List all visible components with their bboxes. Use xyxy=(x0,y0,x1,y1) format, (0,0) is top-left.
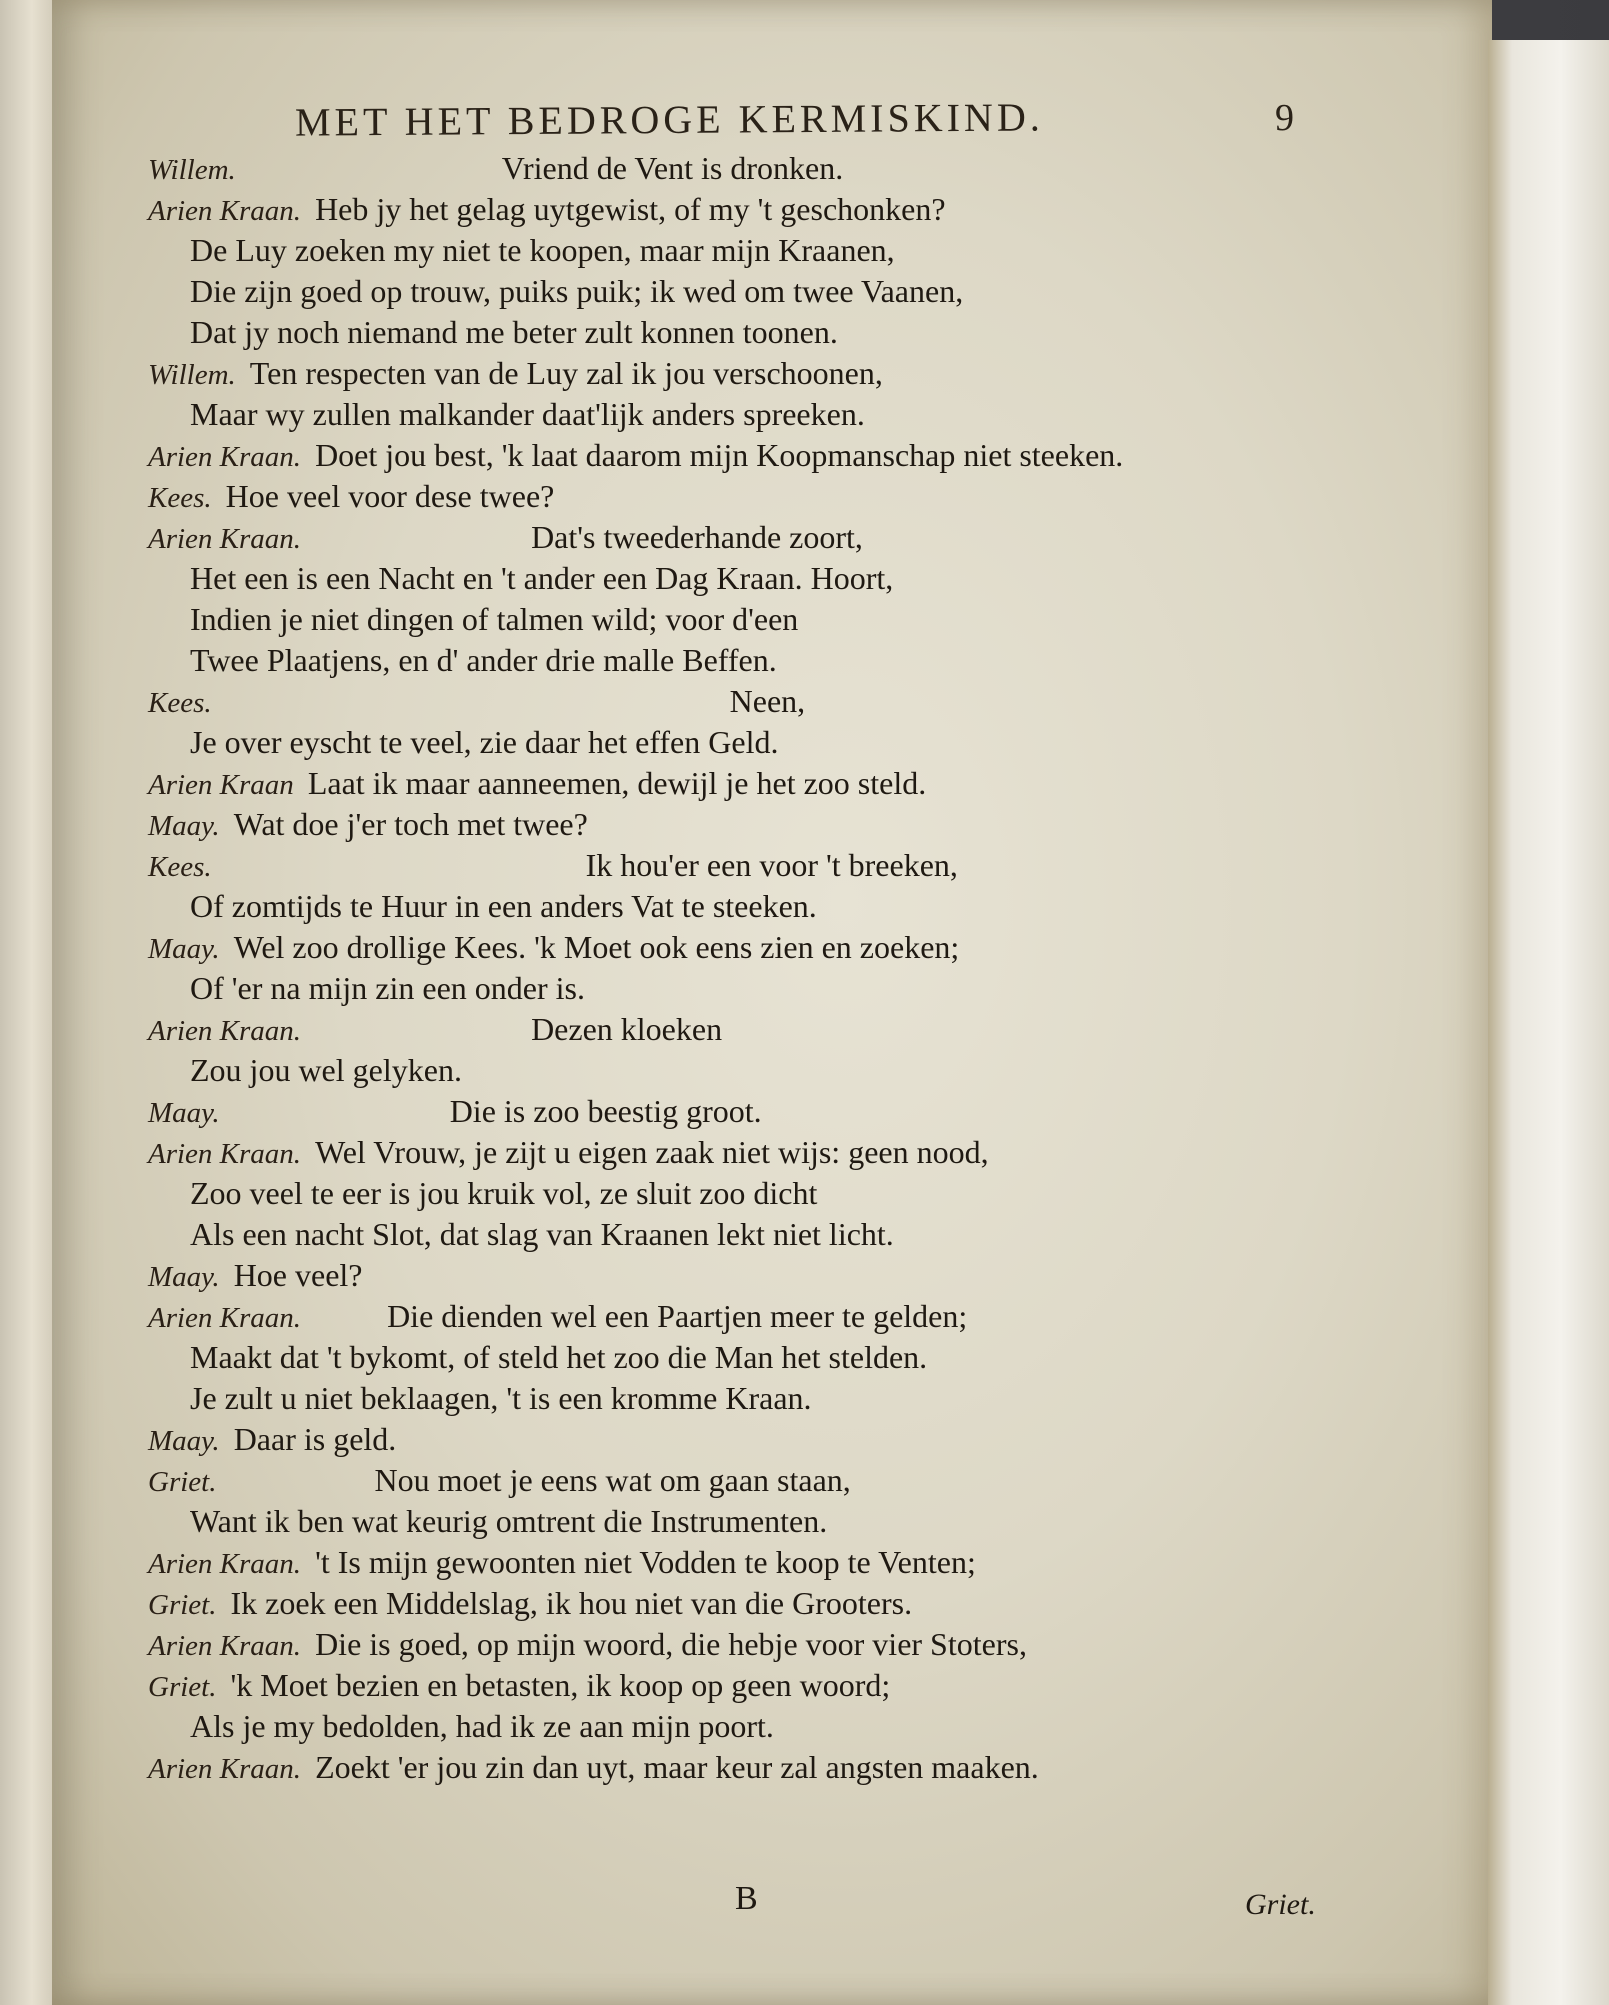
line-text: Dat's tweederhande zoort, xyxy=(531,519,863,555)
verse-line xyxy=(148,1091,1348,1132)
line-text: Hoe veel voor dese twee? xyxy=(225,478,555,514)
speaker-name: Arien Kraan. xyxy=(148,1302,302,1334)
verse-line xyxy=(148,599,1348,640)
speaker-name: Griet. xyxy=(148,1671,217,1703)
page-header xyxy=(295,96,1295,146)
line-text: Wel zoo drollige Kees. 'k Moet ook eens zien en zoeken; xyxy=(233,929,960,965)
verse-line xyxy=(148,476,1348,517)
verse-line xyxy=(148,968,1348,1009)
speaker-name: Willem. xyxy=(148,154,236,186)
running-head: MET HET BEDROGE KERMISKIND. xyxy=(294,94,1044,145)
verse-line xyxy=(148,1419,1348,1460)
verse-line xyxy=(148,1009,1348,1050)
line-text: Maar wy zullen malkander daat'lijk anders spreeken. xyxy=(190,396,865,432)
speaker-name: Griet. xyxy=(148,1466,217,1498)
line-text: Twee Plaatjens, en d' ander drie malle Beffen. xyxy=(190,642,777,678)
line-text: Doet jou best, 'k laat daarom mijn Koopmanschap niet steeken. xyxy=(315,437,1124,473)
line-text: Indien je niet dingen of talmen wild; voor d'een xyxy=(190,601,799,637)
verse-line xyxy=(148,640,1348,681)
verse-line xyxy=(148,1173,1348,1214)
verse-line xyxy=(148,558,1348,599)
line-text: Ten respecten van de Luy zal ik jou verschoonen, xyxy=(249,355,883,391)
line-text: Dezen kloeken xyxy=(531,1011,723,1047)
verse-line xyxy=(148,1296,1348,1337)
verse-line xyxy=(148,763,1348,804)
verse-line xyxy=(148,1542,1348,1583)
line-text: Laat ik maar aanneemen, dewijl je het zoo steld. xyxy=(307,765,927,801)
verse-line xyxy=(148,1214,1348,1255)
line-text: De Luy zoeken my niet te koopen, maar mijn Kraanen, xyxy=(190,232,895,268)
verse-line xyxy=(148,230,1348,271)
verse-line xyxy=(148,804,1348,845)
line-text: Zoekt 'er jou zin dan uyt, maar keur zal angsten maaken. xyxy=(315,1749,1039,1785)
verse-line xyxy=(148,271,1348,312)
speaker-name: Arien Kraan. xyxy=(148,1753,302,1785)
line-text: 'k Moet bezien en betasten, ik koop op geen woord; xyxy=(230,1667,891,1703)
speaker-name: Griet. xyxy=(148,1589,217,1621)
line-text: Zoo veel te eer is jou kruik vol, ze sluit zoo dicht xyxy=(190,1175,818,1211)
catchword: Griet. xyxy=(1245,1888,1316,1921)
speaker-name: Arien Kraan. xyxy=(148,195,302,227)
line-text: Ik zoek een Middelslag, ik hou niet van die Grooters. xyxy=(230,1585,913,1621)
speaker-name: Maay. xyxy=(148,933,220,965)
speaker-name: Maay. xyxy=(148,1097,220,1129)
speaker-name: Kees. xyxy=(148,482,212,514)
line-text: Dat jy noch niemand me beter zult konnen toonen. xyxy=(190,314,838,350)
line-text: Die is zoo beestig groot. xyxy=(449,1093,762,1129)
verse-line xyxy=(148,353,1348,394)
verse-line xyxy=(148,1747,1348,1788)
line-text: Die dienden wel een Paartjen meer te gelden; xyxy=(387,1298,968,1334)
verse-line xyxy=(148,312,1348,353)
verse-line xyxy=(148,722,1348,763)
line-text: Wel Vrouw, je zijt u eigen zaak niet wijs: geen nood, xyxy=(315,1134,989,1170)
speaker-name: Arien Kraan. xyxy=(148,1548,302,1580)
verse-line xyxy=(148,1050,1348,1091)
line-text: Maakt dat 't bykomt, of steld het zoo die Man het stelden. xyxy=(190,1339,928,1375)
verse-line xyxy=(148,148,1348,189)
speaker-name: Arien Kraan. xyxy=(148,1630,302,1662)
verse-line xyxy=(148,1378,1348,1419)
verse-line xyxy=(148,681,1348,722)
verse-line xyxy=(148,1337,1348,1378)
signature-mark: B xyxy=(735,1880,758,1917)
verse-line xyxy=(148,1583,1348,1624)
verse-line xyxy=(148,189,1348,230)
line-text: Als een nacht Slot, dat slag van Kraanen lekt niet licht. xyxy=(190,1216,894,1252)
right-page-edge xyxy=(1488,40,1609,2005)
speaker-name: Arien Kraan xyxy=(148,769,294,801)
verse-text xyxy=(148,148,1348,1908)
line-text: 't Is mijn gewoonten niet Vodden te koop te Venten; xyxy=(315,1544,976,1580)
line-text: Ik hou'er een voor 't breeken, xyxy=(585,847,958,883)
verse-line xyxy=(148,1132,1348,1173)
line-text: Wat doe j'er toch met twee? xyxy=(233,806,588,842)
verse-line xyxy=(148,394,1348,435)
verse-line xyxy=(148,927,1348,968)
line-text: Vriend de Vent is dronken. xyxy=(501,150,844,186)
verse-line xyxy=(148,1665,1348,1706)
speaker-name: Kees. xyxy=(148,851,212,883)
verse-line xyxy=(148,1706,1348,1747)
speaker-name: Maay. xyxy=(148,1425,220,1457)
line-text: Die zijn goed op trouw, puiks puik; ik wed om twee Vaanen, xyxy=(190,273,964,309)
speaker-name: Willem. xyxy=(148,359,236,391)
speaker-name: Arien Kraan. xyxy=(148,1015,302,1047)
speaker-name: Maay. xyxy=(148,1261,220,1293)
speaker-name: Maay. xyxy=(148,810,220,842)
verse-line xyxy=(148,845,1348,886)
page-number: 9 xyxy=(1275,97,1294,139)
line-text: Neen, xyxy=(729,683,806,719)
line-text: Het een is een Nacht en 't ander een Dag Kraan. Hoort, xyxy=(190,560,894,596)
line-text: Zou jou wel gelyken. xyxy=(190,1052,462,1088)
verse-line xyxy=(148,517,1348,558)
verse-line xyxy=(148,1624,1348,1665)
page-footer xyxy=(148,1880,1348,1930)
left-page-edge xyxy=(0,0,58,2005)
line-text: Of 'er na mijn zin een onder is. xyxy=(190,970,585,1006)
line-text: Je over eyscht te veel, zie daar het effen Geld. xyxy=(190,724,779,760)
line-text: Die is goed, op mijn woord, die hebje voor vier Stoters, xyxy=(315,1626,1027,1662)
speaker-name: Arien Kraan. xyxy=(148,1138,302,1170)
line-text: Nou moet je eens wat om gaan staan, xyxy=(374,1462,851,1498)
verse-line xyxy=(148,1501,1348,1542)
speaker-name: Arien Kraan. xyxy=(148,523,302,555)
line-text: Hoe veel? xyxy=(233,1257,363,1293)
verse-line xyxy=(148,1255,1348,1296)
line-text: Als je my bedolden, had ik ze aan mijn poort. xyxy=(190,1708,774,1744)
verse-line xyxy=(148,886,1348,927)
speaker-name: Arien Kraan. xyxy=(148,441,302,473)
verse-line xyxy=(148,1460,1348,1501)
verse-line xyxy=(148,435,1348,476)
speaker-name: Kees. xyxy=(148,687,212,719)
line-text: Daar is geld. xyxy=(233,1421,397,1457)
line-text: Of zomtijds te Huur in een anders Vat te steeken. xyxy=(190,888,817,924)
line-text: Want ik ben wat keurig omtrent die Instrumenten. xyxy=(190,1503,828,1539)
line-text: Heb jy het gelag uytgewist, of my 't geschonken? xyxy=(315,191,946,227)
line-text: Je zult u niet beklaagen, 't is een kromme Kraan. xyxy=(190,1380,812,1416)
